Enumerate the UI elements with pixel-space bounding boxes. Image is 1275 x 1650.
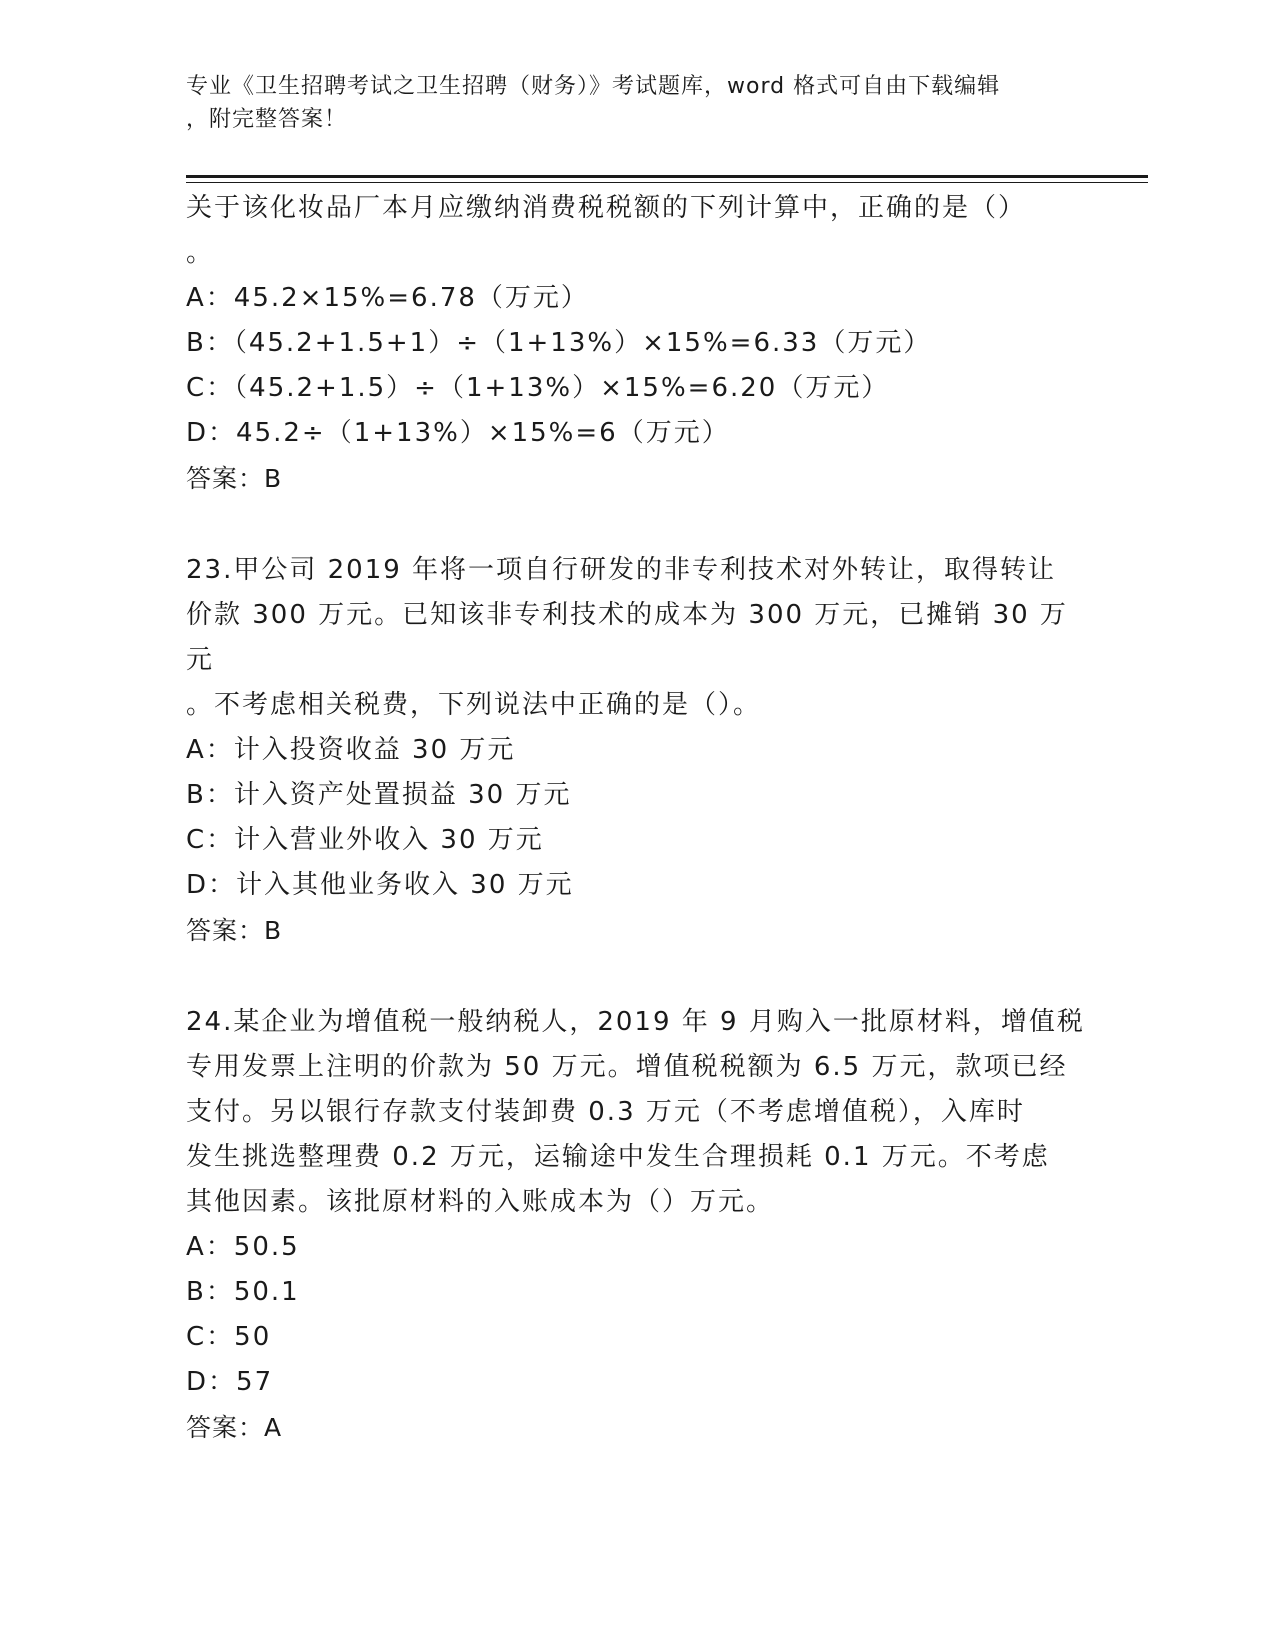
header-rule-thick — [186, 175, 1148, 178]
question-block — [186, 548, 1086, 953]
stem-line: 。 — [186, 238, 215, 268]
stem-line: 。不考虑相关税费，下列说法中正确的是（）。 — [186, 690, 762, 720]
option-a: A：计入投资收益 30 万元 — [186, 735, 516, 765]
answer: 答案：A — [186, 1413, 283, 1442]
option-d: D：计入其他业务收入 30 万元 — [186, 870, 574, 900]
question-list — [186, 186, 1086, 1450]
header-line: ，附完整答案！ — [186, 107, 348, 132]
option-c: C：50 — [186, 1322, 272, 1352]
question-stem — [186, 548, 1086, 728]
option-c: C：计入营业外收入 30 万元 — [186, 825, 544, 855]
answer: 答案：B — [186, 464, 283, 493]
stem-line: 支付。另以银行存款支付装卸费 0.3 万元（不考虑增值税），入库时 — [186, 1097, 1025, 1127]
option-c: C：（45.2+1.5）÷（1+13%）×15%=6.20（万元） — [186, 373, 890, 403]
document-header — [186, 70, 1066, 136]
stem-line: 专用发票上注明的价款为 50 万元。增值税税额为 6.5 万元，款项已经 — [186, 1052, 1068, 1082]
option-d: D：45.2÷（1+13%）×15%=6（万元） — [186, 418, 730, 448]
option-d: D：57 — [186, 1367, 274, 1397]
question-stem — [186, 186, 1086, 276]
header-line: 专业《卫生招聘考试之卫生招聘（财务）》考试题库，word 格式可自由下载编辑 — [186, 74, 1001, 99]
stem-line: 24.某企业为增值税一般纳税人，2019 年 9 月购入一批原材料，增值税 — [186, 1007, 1085, 1037]
option-b: B：50.1 — [186, 1277, 300, 1307]
stem-line: 其他因素。该批原材料的入账成本为（）万元。 — [186, 1187, 775, 1217]
question-gap — [186, 501, 1086, 548]
option-b: B：（45.2+1.5+1）÷（1+13%）×15%=6.33（万元） — [186, 328, 932, 358]
question-block — [186, 186, 1086, 501]
stem-line: 发生挑选整理费 0.2 万元，运输途中发生合理损耗 0.1 万元。不考虑 — [186, 1142, 1050, 1172]
question-block — [186, 1000, 1086, 1450]
question-gap — [186, 953, 1086, 1000]
stem-line: 23.甲公司 2019 年将一项自行研发的非专利技术对外转让，取得转让 — [186, 555, 1057, 585]
stem-line: 关于该化妆品厂本月应缴纳消费税税额的下列计算中，正确的是（） — [186, 193, 1027, 223]
option-a: A：50.5 — [186, 1232, 300, 1262]
question-stem — [186, 1000, 1086, 1225]
option-a: A：45.2×15%=6.78（万元） — [186, 283, 589, 313]
stem-line: 价款 300 万元。已知该非专利技术的成本为 300 万元，已摊销 30 万元 — [186, 600, 1068, 675]
option-b: B：计入资产处置损益 30 万元 — [186, 780, 572, 810]
answer: 答案：B — [186, 916, 283, 945]
header-rule-thin — [186, 182, 1148, 183]
